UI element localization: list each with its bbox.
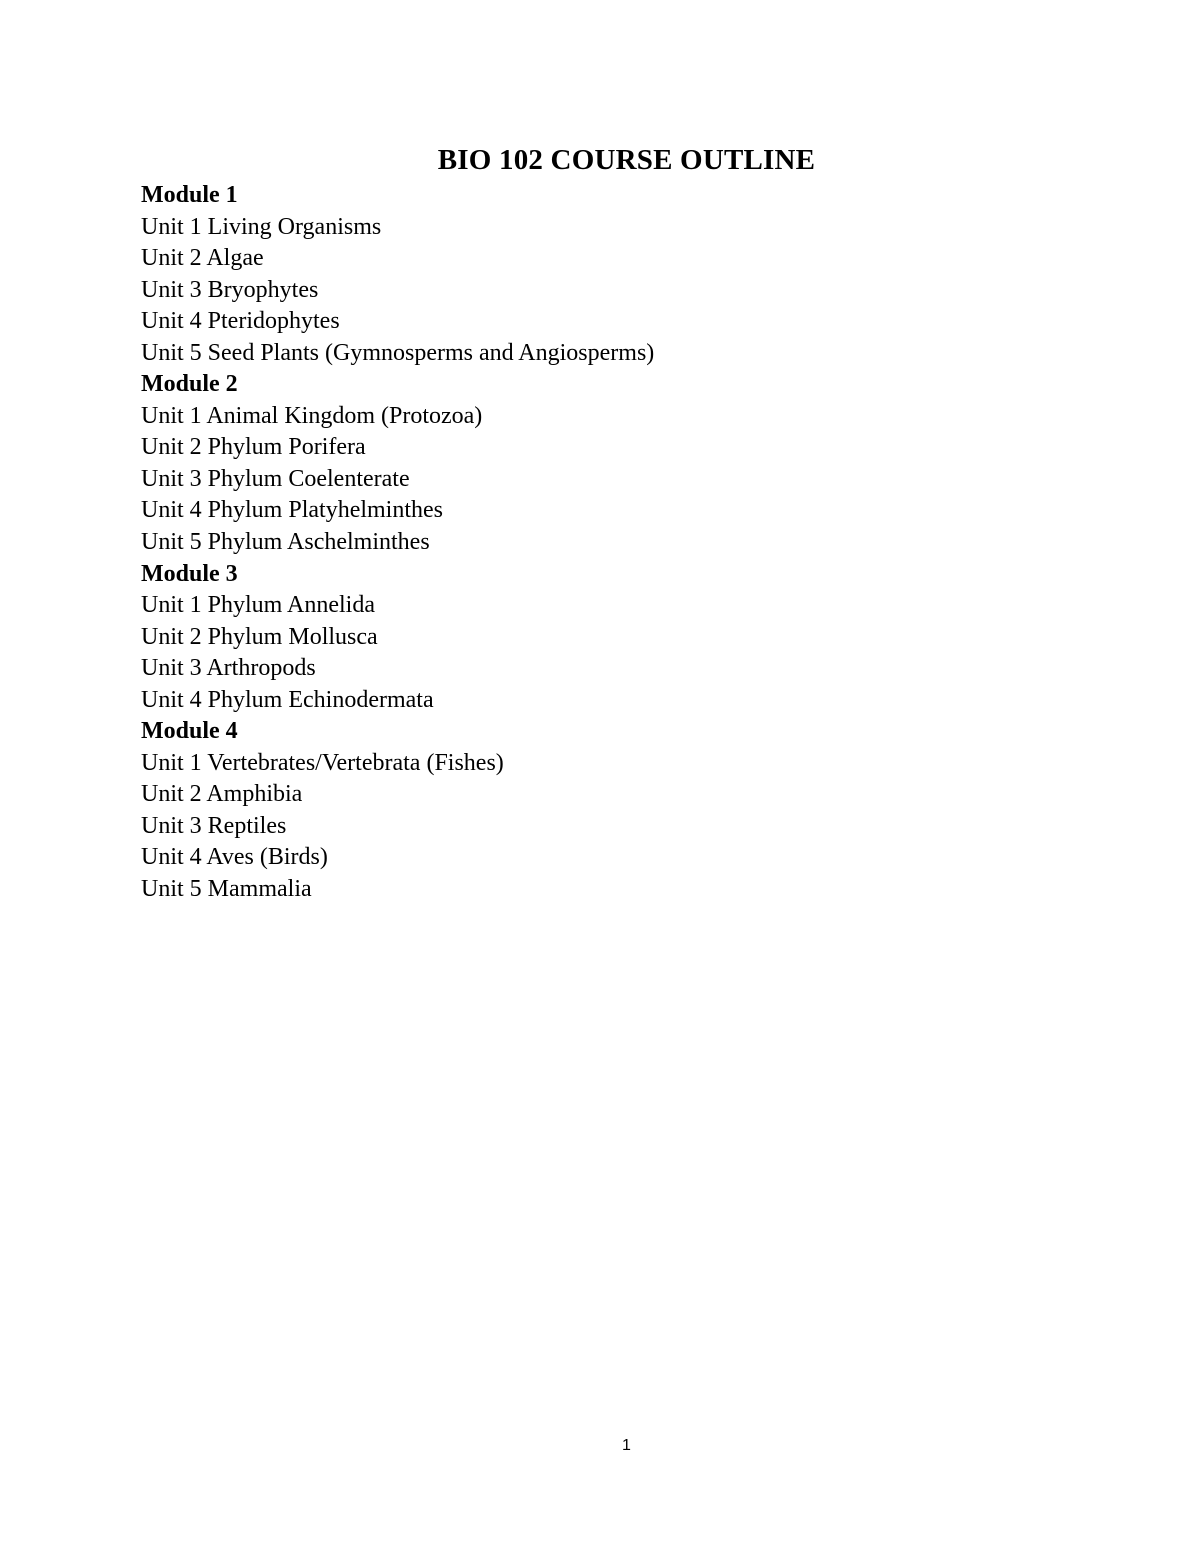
unit-item: Unit 2 Amphibia [141, 781, 303, 808]
unit-item: Unit 1 Living Organisms [141, 213, 382, 240]
unit-item: Unit 4 Phylum Platyhelminthes [141, 497, 444, 524]
module-block-2 [141, 369, 1041, 558]
course-outline [141, 180, 1041, 906]
unit-item: Unit 2 Phylum Porifera [141, 434, 366, 461]
unit-item: Unit 4 Aves (Birds) [141, 844, 328, 871]
module-block-1 [141, 180, 1041, 369]
module-heading: Module 3 [141, 560, 238, 587]
page-number: 1 [622, 1437, 631, 1454]
unit-item: Unit 3 Bryophytes [141, 276, 319, 303]
unit-item: Unit 5 Seed Plants (Gymnosperms and Angiosperms) [141, 339, 655, 366]
module-heading: Module 1 [141, 182, 238, 208]
unit-item: Unit 5 Phylum Aschelminthes [141, 529, 430, 556]
module-heading: Module 2 [141, 371, 238, 398]
unit-item: Unit 4 Phylum Echinodermata [141, 686, 434, 713]
unit-item: Unit 3 Phylum Coelenterate [141, 465, 410, 492]
module-block-3 [141, 559, 1041, 717]
unit-item: Unit 2 Phylum Mollusca [141, 623, 378, 650]
unit-item: Unit 4 Pteridophytes [141, 308, 340, 335]
unit-item: Unit 3 Arthropods [141, 655, 316, 682]
unit-item: Unit 2 Algae [141, 245, 264, 272]
unit-item: Unit 3 Reptiles [141, 812, 287, 839]
module-block-4 [141, 716, 1041, 905]
unit-item: Unit 1 Vertebrates/Vertebrata (Fishes) [141, 749, 504, 776]
unit-item: Unit 1 Phylum Annelida [141, 592, 375, 619]
module-heading: Module 4 [141, 718, 238, 745]
unit-item: Unit 1 Animal Kingdom (Protozoa) [141, 402, 483, 429]
unit-item: Unit 5 Mammalia [141, 876, 312, 903]
document-title: BIO 102 COURSE OUTLINE [437, 144, 816, 176]
